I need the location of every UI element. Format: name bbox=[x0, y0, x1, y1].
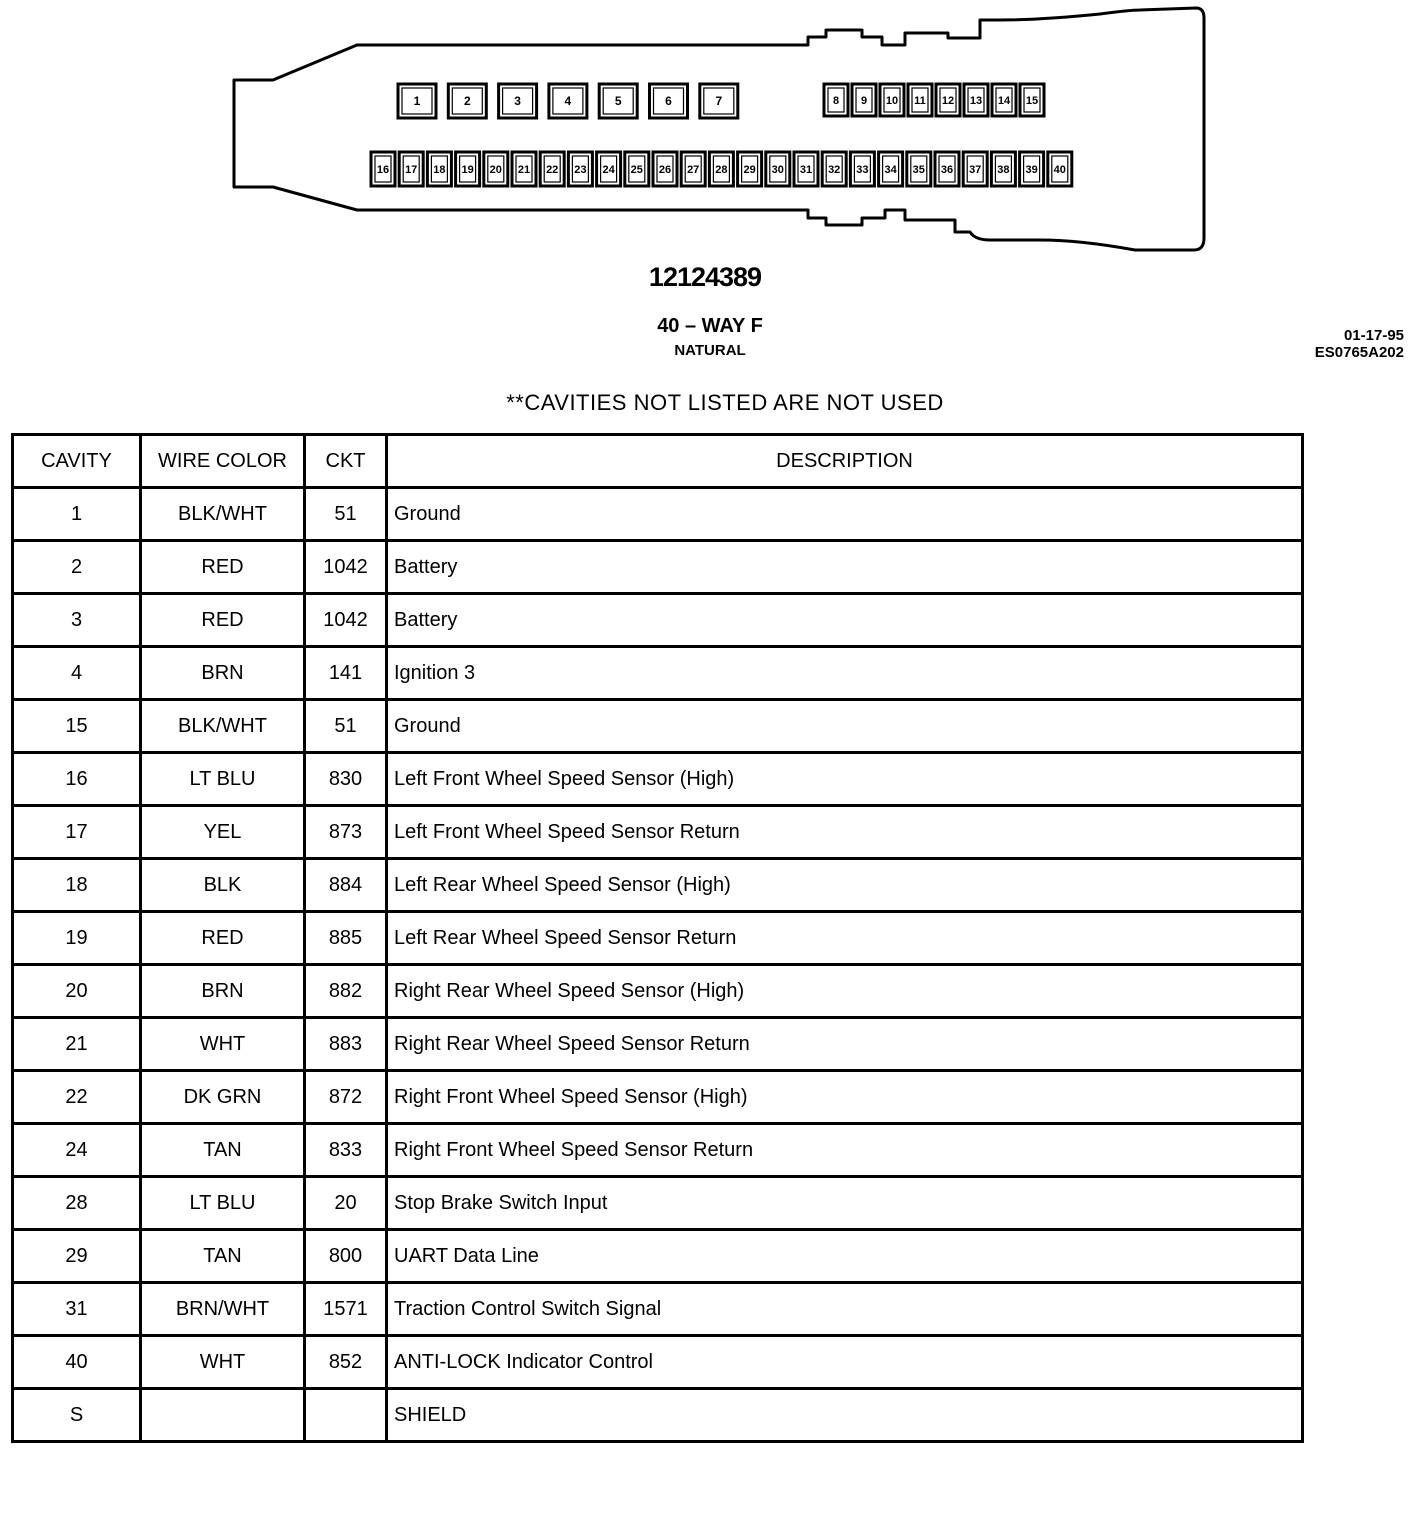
wire-color-cell bbox=[141, 1389, 305, 1442]
ckt-cell: 51 bbox=[305, 700, 387, 753]
cavity-number-label: 4 bbox=[564, 94, 572, 108]
cavity-cell: 20 bbox=[13, 965, 141, 1018]
ckt-cell: 852 bbox=[305, 1336, 387, 1389]
cavity-16 bbox=[371, 152, 395, 186]
cavity-32 bbox=[822, 152, 846, 186]
cavity-33 bbox=[850, 152, 874, 186]
table-row bbox=[13, 1336, 1303, 1389]
cavity-number-label: 5 bbox=[614, 94, 622, 108]
cavity-38 bbox=[991, 152, 1015, 186]
cavity-29 bbox=[738, 152, 762, 186]
table-row bbox=[13, 859, 1303, 912]
cavity-number-label: 16 bbox=[376, 164, 390, 176]
ckt-cell: 141 bbox=[305, 647, 387, 700]
wire-color-cell: BLK/WHT bbox=[141, 488, 305, 541]
cavity-number-label: 19 bbox=[461, 164, 474, 176]
ckt-cell: 20 bbox=[305, 1177, 387, 1230]
cavity-28 bbox=[709, 152, 733, 186]
description-cell: ANTI-LOCK Indicator Control bbox=[387, 1336, 1303, 1389]
cavity-cell: 1 bbox=[13, 488, 141, 541]
ckt-cell: 1042 bbox=[305, 594, 387, 647]
cavity-9 bbox=[852, 84, 876, 116]
cavity-number-label: 9 bbox=[860, 95, 868, 107]
cavity-cell: 21 bbox=[13, 1018, 141, 1071]
cavity-cell: 3 bbox=[13, 594, 141, 647]
cavity-cell: 28 bbox=[13, 1177, 141, 1230]
description-cell: SHIELD bbox=[387, 1389, 1303, 1442]
wire-color-cell: DK GRN bbox=[141, 1071, 305, 1124]
cavity-13 bbox=[964, 84, 988, 116]
ckt-cell: 800 bbox=[305, 1230, 387, 1283]
pinout-table-body bbox=[13, 488, 1303, 1442]
ckt-cell: 885 bbox=[305, 912, 387, 965]
table-row bbox=[13, 594, 1303, 647]
cavity-number-label: 6 bbox=[665, 94, 672, 108]
description-cell: Battery bbox=[387, 541, 1303, 594]
cavity-number-label: 20 bbox=[489, 164, 502, 176]
part-number: 12124389 bbox=[648, 262, 762, 292]
cavity-22 bbox=[540, 152, 564, 186]
cavity-cell: 40 bbox=[13, 1336, 141, 1389]
ckt-cell: 1571 bbox=[305, 1283, 387, 1336]
cavity-number-label: 7 bbox=[715, 94, 723, 108]
table-row bbox=[13, 753, 1303, 806]
wire-color-cell: LT BLU bbox=[141, 1177, 305, 1230]
description-cell: Ignition 3 bbox=[387, 647, 1303, 700]
drawing-code: ES0765A202 bbox=[1314, 344, 1404, 361]
cavity-number-label: 26 bbox=[658, 164, 672, 176]
cavity-number-label: 8 bbox=[832, 95, 840, 107]
cavity-number-label: 40 bbox=[1053, 164, 1066, 176]
wire-color-cell: RED bbox=[141, 912, 305, 965]
description-cell: Left Front Wheel Speed Sensor Return bbox=[387, 806, 1303, 859]
cavity-number-label: 39 bbox=[1025, 164, 1038, 176]
table-row bbox=[13, 700, 1303, 753]
table-row bbox=[13, 647, 1303, 700]
wire-color-cell: LT BLU bbox=[141, 753, 305, 806]
cavities-note: **CAVITIES NOT LISTED ARE NOT USED bbox=[506, 390, 944, 415]
cavity-number-label: 21 bbox=[517, 164, 531, 176]
cavity-21 bbox=[512, 152, 536, 186]
bottom-cavity-row bbox=[371, 152, 1072, 186]
table-row bbox=[13, 1124, 1303, 1177]
cavity-12 bbox=[936, 84, 960, 116]
cavity-1 bbox=[398, 84, 436, 118]
cavity-number-label: 14 bbox=[997, 95, 1011, 107]
cavity-39 bbox=[1020, 152, 1044, 186]
cavity-3 bbox=[499, 84, 537, 118]
ckt-cell bbox=[305, 1389, 387, 1442]
reference-block bbox=[1315, 327, 1404, 361]
cavity-34 bbox=[879, 152, 903, 186]
cavity-column-header: CAVITY bbox=[13, 435, 141, 488]
cavity-17 bbox=[399, 152, 423, 186]
cavity-number-label: 38 bbox=[997, 164, 1010, 176]
description-column-header: DESCRIPTION bbox=[387, 435, 1303, 488]
cavity-number-label: 27 bbox=[687, 164, 700, 176]
cavity-cell: 15 bbox=[13, 700, 141, 753]
cavity-40 bbox=[1048, 152, 1072, 186]
cavity-25 bbox=[625, 152, 649, 186]
table-row bbox=[13, 965, 1303, 1018]
ckt-cell: 873 bbox=[305, 806, 387, 859]
ckt-cell: 833 bbox=[305, 1124, 387, 1177]
cavity-number-label: 33 bbox=[856, 164, 869, 176]
table-row bbox=[13, 1389, 1303, 1442]
description-cell: Left Front Wheel Speed Sensor (High) bbox=[387, 753, 1303, 806]
cavity-11 bbox=[908, 84, 932, 116]
wire-color-cell: YEL bbox=[141, 806, 305, 859]
cavity-number-label: 12 bbox=[941, 95, 955, 107]
cavity-24 bbox=[597, 152, 621, 186]
cavity-cell: 31 bbox=[13, 1283, 141, 1336]
table-row bbox=[13, 1018, 1303, 1071]
wire-color-cell: BRN bbox=[141, 647, 305, 700]
cavity-number-label: 23 bbox=[574, 164, 587, 176]
ckt-cell: 883 bbox=[305, 1018, 387, 1071]
table-row bbox=[13, 1071, 1303, 1124]
description-cell: Traction Control Switch Signal bbox=[387, 1283, 1303, 1336]
cavity-26 bbox=[653, 152, 677, 186]
cavity-35 bbox=[907, 152, 931, 186]
cavity-20 bbox=[484, 152, 508, 186]
wire-color-cell: BLK bbox=[141, 859, 305, 912]
cavity-number-label: 28 bbox=[715, 164, 728, 176]
cavity-30 bbox=[766, 152, 790, 186]
cavity-cell: 2 bbox=[13, 541, 141, 594]
cavity-cell: 19 bbox=[13, 912, 141, 965]
cavity-number-label: 34 bbox=[884, 164, 897, 176]
cavity-27 bbox=[681, 152, 705, 186]
table-header-row bbox=[13, 435, 1303, 488]
cavity-number-label: 11 bbox=[914, 95, 926, 107]
description-cell: Right Front Wheel Speed Sensor Return bbox=[387, 1124, 1303, 1177]
cavity-14 bbox=[992, 84, 1016, 116]
cavity-7 bbox=[700, 84, 738, 118]
cavity-15 bbox=[1020, 84, 1044, 116]
ckt-cell: 830 bbox=[305, 753, 387, 806]
wire-color-cell: TAN bbox=[141, 1124, 305, 1177]
cavity-cell: 16 bbox=[13, 753, 141, 806]
cavity-8 bbox=[824, 84, 848, 116]
wire-color-cell: WHT bbox=[141, 1018, 305, 1071]
cavity-number-label: 18 bbox=[433, 164, 446, 176]
top-cavity-row bbox=[398, 84, 1044, 118]
cavity-cell: 18 bbox=[13, 859, 141, 912]
cavity-31 bbox=[794, 152, 818, 186]
wire-color-cell: TAN bbox=[141, 1230, 305, 1283]
cavity-19 bbox=[456, 152, 480, 186]
cavity-number-label: 29 bbox=[743, 164, 756, 176]
table-row bbox=[13, 1283, 1303, 1336]
table-row bbox=[13, 1230, 1303, 1283]
ckt-cell: 51 bbox=[305, 488, 387, 541]
cavity-6 bbox=[650, 84, 688, 118]
wire-color-cell: WHT bbox=[141, 1336, 305, 1389]
ckt-cell: 884 bbox=[305, 859, 387, 912]
ckt-column-header: CKT bbox=[305, 435, 387, 488]
cavity-number-label: 13 bbox=[969, 95, 983, 107]
table-row bbox=[13, 541, 1303, 594]
cavity-2 bbox=[448, 84, 486, 118]
wire-color-cell: BLK/WHT bbox=[141, 700, 305, 753]
ckt-cell: 872 bbox=[305, 1071, 387, 1124]
cavity-4 bbox=[549, 84, 587, 118]
wire-color-cell: RED bbox=[141, 594, 305, 647]
cavity-cell: 17 bbox=[13, 806, 141, 859]
wire-color-column-header: WIRE COLOR bbox=[141, 435, 305, 488]
cavity-cell: 4 bbox=[13, 647, 141, 700]
cavity-18 bbox=[427, 152, 451, 186]
description-cell: Stop Brake Switch Input bbox=[387, 1177, 1303, 1230]
cavity-23 bbox=[568, 152, 592, 186]
cavity-cell: 29 bbox=[13, 1230, 141, 1283]
cavity-10 bbox=[880, 84, 904, 116]
cavity-5 bbox=[599, 84, 637, 118]
cavity-cell: 24 bbox=[13, 1124, 141, 1177]
cavity-number-label: 3 bbox=[514, 94, 521, 108]
description-cell: Left Rear Wheel Speed Sensor (High) bbox=[387, 859, 1303, 912]
cavity-number-label: 15 bbox=[1025, 95, 1039, 107]
wire-color-cell: BRN/WHT bbox=[141, 1283, 305, 1336]
table-row bbox=[13, 912, 1303, 965]
cavity-number-label: 25 bbox=[630, 164, 643, 176]
description-cell: Right Rear Wheel Speed Sensor (High) bbox=[387, 965, 1303, 1018]
ckt-cell: 1042 bbox=[305, 541, 387, 594]
table-row bbox=[13, 488, 1303, 541]
cavity-number-label: 1 bbox=[413, 94, 421, 108]
connector-color-label: NATURAL bbox=[674, 342, 746, 359]
cavity-number-label: 30 bbox=[771, 164, 784, 176]
cavity-cell: S bbox=[13, 1389, 141, 1442]
cavity-number-label: 24 bbox=[602, 164, 615, 176]
cavity-37 bbox=[963, 152, 987, 186]
cavity-number-label: 17 bbox=[405, 164, 418, 176]
cavity-cell: 22 bbox=[13, 1071, 141, 1124]
table-row bbox=[13, 806, 1303, 859]
ckt-cell: 882 bbox=[305, 965, 387, 1018]
cavity-number-label: 37 bbox=[969, 164, 982, 176]
wire-color-cell: RED bbox=[141, 541, 305, 594]
cavity-36 bbox=[935, 152, 959, 186]
connector-face-diagram bbox=[0, 0, 1424, 260]
wire-color-cell: BRN bbox=[141, 965, 305, 1018]
description-cell: UART Data Line bbox=[387, 1230, 1303, 1283]
description-cell: Ground bbox=[387, 700, 1303, 753]
connector-outline bbox=[234, 8, 1204, 250]
drawing-date: 01-17-95 bbox=[1343, 327, 1404, 344]
cavity-number-label: 22 bbox=[546, 164, 559, 176]
table-row bbox=[13, 1177, 1303, 1230]
description-cell: Right Rear Wheel Speed Sensor Return bbox=[387, 1018, 1303, 1071]
description-cell: Battery bbox=[387, 594, 1303, 647]
cavity-number-label: 36 bbox=[940, 164, 954, 176]
description-cell: Ground bbox=[387, 488, 1303, 541]
cavity-number-label: 31 bbox=[799, 164, 813, 176]
cavity-number-label: 32 bbox=[828, 164, 841, 176]
cavity-number-label: 2 bbox=[463, 94, 471, 108]
cavity-number-label: 10 bbox=[885, 95, 899, 107]
pinout-table bbox=[11, 433, 1304, 1443]
description-cell: Left Rear Wheel Speed Sensor Return bbox=[387, 912, 1303, 965]
description-cell: Right Front Wheel Speed Sensor (High) bbox=[387, 1071, 1303, 1124]
connector-way-label: 40 – WAY F bbox=[657, 315, 763, 337]
cavity-number-label: 35 bbox=[912, 164, 925, 176]
